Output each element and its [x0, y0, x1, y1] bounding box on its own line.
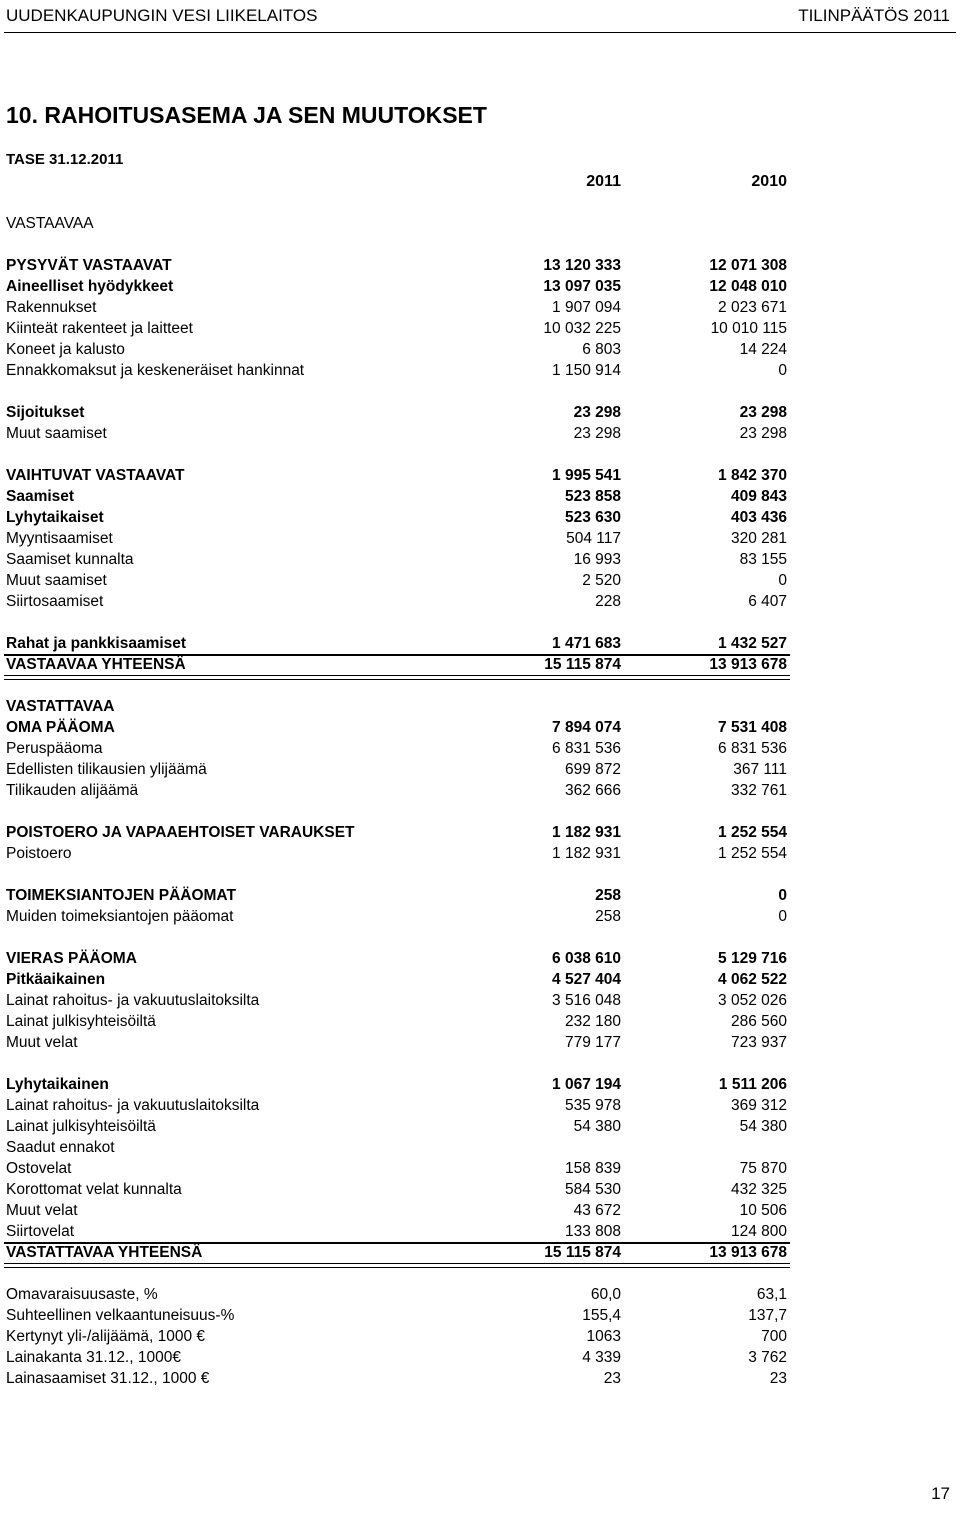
- row-label: Rakennukset: [6, 299, 97, 316]
- value-2010: 0: [778, 908, 787, 925]
- value-2010: 286 560: [730, 1013, 787, 1030]
- row-spacer: [0, 1053, 960, 1074]
- value-2011: 584 530: [564, 1181, 621, 1198]
- table-row: [0, 591, 960, 612]
- row-label: Muut saamiset: [6, 425, 107, 442]
- table-row: [0, 423, 960, 444]
- value-2010: 1 432 527: [718, 635, 787, 652]
- value-2010: 1 511 206: [718, 1076, 787, 1093]
- value-2010: 23: [769, 1370, 787, 1387]
- value-2010: 409 843: [730, 488, 787, 505]
- table-row: [0, 255, 960, 276]
- row-label: Lainakanta 31.12., 1000€: [6, 1349, 181, 1366]
- value-2011: 258: [595, 887, 621, 904]
- value-2011: 6 038 610: [552, 950, 621, 967]
- value-2011: 2 520: [582, 572, 621, 589]
- value-2011: 23 298: [573, 404, 621, 421]
- table-row: [0, 318, 960, 339]
- row-label: PYSYVÄT VASTAAVAT: [6, 257, 172, 274]
- row-spacer: [0, 234, 960, 255]
- table-row: [0, 1368, 960, 1389]
- table-row: [0, 1116, 960, 1137]
- value-2011: 7 894 074: [552, 719, 621, 736]
- value-2011: 13 097 035: [543, 278, 621, 295]
- value-2011: 6 803: [582, 341, 621, 358]
- row-label: Lainat rahoitus- ja vakuutuslaitoksilta: [6, 1097, 260, 1114]
- row-label: Lyhytaikainen: [6, 1076, 109, 1093]
- table-row: [0, 297, 960, 318]
- table-row: [0, 696, 960, 717]
- row-label: Ostovelat: [6, 1160, 72, 1177]
- value-2010: 367 111: [733, 761, 787, 778]
- row-label: TOIMEKSIANTOJEN PÄÄOMAT: [6, 887, 236, 904]
- row-spacer: [0, 381, 960, 402]
- header-document-title: TILINPÄÄTÖS 2011: [798, 6, 950, 25]
- value-2010: 432 325: [730, 1181, 787, 1198]
- value-2010: 3 052 026: [718, 992, 787, 1009]
- table-row: [0, 1200, 960, 1221]
- row-label: Aineelliset hyödykkeet: [6, 278, 174, 295]
- value-2011: 232 180: [564, 1013, 621, 1030]
- value-2010: 1 252 554: [718, 845, 787, 862]
- value-2011: 1 182 931: [552, 845, 621, 862]
- value-2010: 320 281: [730, 530, 787, 547]
- table-row: [0, 759, 960, 780]
- value-2011: 10 032 225: [543, 320, 621, 337]
- value-2011: 15 115 874: [544, 656, 621, 673]
- row-spacer: [0, 675, 960, 696]
- row-label: Ennakkomaksut ja keskeneräiset hankinnat: [6, 362, 305, 379]
- value-2011: 23: [603, 1370, 621, 1387]
- value-2011: 523 630: [564, 509, 621, 526]
- value-2010: 12 048 010: [709, 278, 787, 295]
- row-label: VASTAAVAA: [6, 215, 94, 232]
- table-row: [0, 717, 960, 738]
- row-label: Pitkäaikainen: [6, 971, 106, 988]
- table-row: [0, 213, 960, 234]
- value-2011: 60,0: [590, 1286, 621, 1303]
- row-label: Kiinteät rakenteet ja laitteet: [6, 320, 193, 337]
- value-2011: 13 120 333: [543, 257, 621, 274]
- table-row: [0, 885, 960, 906]
- value-2011: 155,4: [582, 1307, 621, 1324]
- value-2010: 12 071 308: [709, 257, 787, 274]
- value-2010: 83 155: [739, 551, 787, 568]
- table-row: [0, 1347, 960, 1368]
- row-label: Siirtovelat: [6, 1223, 75, 1240]
- value-2010: 5 129 716: [718, 950, 787, 967]
- total-row: [0, 1242, 960, 1263]
- row-label: Muut saamiset: [6, 572, 107, 589]
- balance-sheet-date: TASE 31.12.2011: [6, 151, 124, 168]
- value-2011: 535 978: [564, 1097, 621, 1114]
- table-row: [0, 528, 960, 549]
- value-2011: 1 182 931: [552, 824, 621, 841]
- value-2010: 0: [778, 572, 787, 589]
- row-label: Lainat rahoitus- ja vakuutuslaitoksilta: [6, 992, 260, 1009]
- row-label: VAIHTUVAT VASTAAVAT: [6, 467, 185, 484]
- value-2010: 23 298: [739, 425, 787, 442]
- table-row: [0, 1137, 960, 1158]
- row-label: VIERAS PÄÄOMA: [6, 950, 137, 967]
- value-2010: 75 870: [739, 1160, 787, 1177]
- row-label: VASTATTAVAA YHTEENSÄ: [6, 1244, 203, 1261]
- value-2011: 504 117: [566, 530, 621, 547]
- table-row: [0, 843, 960, 864]
- table-row: [0, 549, 960, 570]
- value-2010: 13 913 678: [709, 1244, 787, 1261]
- row-spacer: [0, 864, 960, 885]
- value-2011: 158 839: [564, 1160, 621, 1177]
- row-spacer: [0, 1263, 960, 1284]
- table-row: [0, 906, 960, 927]
- value-2010: 54 380: [739, 1118, 787, 1135]
- value-2010: 1 842 370: [718, 467, 787, 484]
- table-row: [0, 1032, 960, 1053]
- row-label: Muiden toimeksiantojen pääomat: [6, 908, 234, 925]
- value-2011: 1 907 094: [552, 299, 621, 316]
- row-label: Saamiset kunnalta: [6, 551, 134, 568]
- row-label: VASTAAVAA YHTEENSÄ: [6, 656, 186, 673]
- value-2010: 0: [778, 887, 787, 904]
- total-row: [0, 654, 960, 675]
- row-label: Siirtosaamiset: [6, 593, 104, 610]
- value-2010: 332 761: [730, 782, 787, 799]
- value-2011: 54 380: [573, 1118, 621, 1135]
- value-2011: 779 177: [564, 1034, 621, 1051]
- value-2010: 63,1: [756, 1286, 787, 1303]
- row-label: Lyhytaikaiset: [6, 509, 104, 526]
- value-2011: 1 067 194: [552, 1076, 621, 1093]
- value-2011: 43 672: [573, 1202, 621, 1219]
- row-label: Omavaraisuusaste, %: [6, 1286, 158, 1303]
- value-2011: 228: [595, 593, 621, 610]
- table-row: [0, 507, 960, 528]
- row-label: Saadut ennakot: [6, 1139, 115, 1156]
- row-label: Rahat ja pankkisaamiset: [6, 635, 187, 652]
- row-label: Edellisten tilikausien ylijäämä: [6, 761, 207, 778]
- value-2011: 1 995 541: [552, 467, 621, 484]
- row-label: Lainat julkisyhteisöiltä: [6, 1013, 156, 1030]
- value-2010: 403 436: [730, 509, 787, 526]
- table-row: [0, 990, 960, 1011]
- value-2010: 7 531 408: [718, 719, 787, 736]
- row-label: Sijoitukset: [6, 404, 85, 421]
- table-row: [0, 1305, 960, 1326]
- table-row: [0, 570, 960, 591]
- page-header: [4, 4, 956, 33]
- row-label: Kertynyt yli-/alijäämä, 1000 €: [6, 1328, 206, 1345]
- table-row: [0, 276, 960, 297]
- value-2010: 137,7: [748, 1307, 787, 1324]
- balance-sheet-table: [0, 213, 960, 1389]
- section-title: 10. RAHOITUSASEMA JA SEN MUUTOKSET: [6, 102, 487, 128]
- value-2011: 1 471 683: [552, 635, 621, 652]
- row-label: Muut velat: [6, 1034, 78, 1051]
- table-row: [0, 402, 960, 423]
- value-2011: 523 858: [564, 488, 621, 505]
- value-2011: 258: [595, 908, 621, 925]
- table-row: [0, 948, 960, 969]
- value-2010: 124 800: [730, 1223, 787, 1240]
- value-2010: 369 312: [730, 1097, 787, 1114]
- row-label: Myyntisaamiset: [6, 530, 113, 547]
- value-2010: 10 506: [739, 1202, 787, 1219]
- value-2011: 3 516 048: [552, 992, 621, 1009]
- table-row: [0, 339, 960, 360]
- header-organization: UUDENKAUPUNGIN VESI LIIKELAITOS: [6, 6, 318, 25]
- value-2011: 362 666: [564, 782, 621, 799]
- row-label: Saamiset: [6, 488, 75, 505]
- value-2010: 700: [761, 1328, 787, 1345]
- value-2011: 133 808: [564, 1223, 621, 1240]
- page-number: 17: [931, 1484, 950, 1503]
- value-2011: 6 831 536: [552, 740, 621, 757]
- row-spacer: [0, 801, 960, 822]
- row-label: Lainasaamiset 31.12., 1000 €: [6, 1370, 210, 1387]
- row-label: VASTATTAVAA: [6, 698, 115, 715]
- table-row: [0, 465, 960, 486]
- table-row: [0, 1011, 960, 1032]
- table-row: [0, 486, 960, 507]
- row-spacer: [0, 612, 960, 633]
- row-label: Korottomat velat kunnalta: [6, 1181, 182, 1198]
- table-row: [0, 738, 960, 759]
- table-row: [0, 780, 960, 801]
- value-2010: 723 937: [730, 1034, 787, 1051]
- table-row: [0, 633, 960, 654]
- value-2010: 1 252 554: [718, 824, 787, 841]
- table-row: [0, 822, 960, 843]
- table-row: [0, 1326, 960, 1347]
- value-2011: 4 339: [582, 1349, 621, 1366]
- row-label: OMA PÄÄOMA: [6, 719, 115, 736]
- value-2010: 2 023 671: [718, 299, 787, 316]
- value-2011: 1063: [586, 1328, 621, 1345]
- value-2010: 0: [778, 362, 787, 379]
- row-spacer: [0, 444, 960, 465]
- row-spacer: [0, 927, 960, 948]
- value-2011: 15 115 874: [544, 1244, 621, 1261]
- row-label: Peruspääoma: [6, 740, 103, 757]
- value-2011: 23 298: [573, 425, 621, 442]
- value-2010: 10 010 115: [710, 320, 787, 337]
- table-row: [0, 1284, 960, 1305]
- value-2011: 4 527 404: [552, 971, 621, 988]
- year-column-2011: 2011: [586, 173, 621, 190]
- value-2010: 4 062 522: [718, 971, 787, 988]
- table-row: [0, 1158, 960, 1179]
- value-2011: 699 872: [564, 761, 621, 778]
- value-2010: 6 407: [748, 593, 787, 610]
- value-2010: 14 224: [739, 341, 787, 358]
- table-row: [0, 1221, 960, 1242]
- row-label: Lainat julkisyhteisöiltä: [6, 1118, 156, 1135]
- table-row: [0, 1179, 960, 1200]
- value-2010: 13 913 678: [709, 656, 787, 673]
- row-label: Suhteellinen velkaantuneisuus-%: [6, 1307, 235, 1324]
- value-2010: 6 831 536: [718, 740, 787, 757]
- year-column-2010: 2010: [751, 173, 787, 190]
- row-label: Tilikauden alijäämä: [6, 782, 139, 799]
- table-row: [0, 1095, 960, 1116]
- row-label: Muut velat: [6, 1202, 78, 1219]
- table-row: [0, 1074, 960, 1095]
- value-2011: 16 993: [573, 551, 621, 568]
- row-label: Koneet ja kalusto: [6, 341, 125, 358]
- value-2011: 1 150 914: [552, 362, 621, 379]
- table-row: [0, 969, 960, 990]
- table-row: [0, 360, 960, 381]
- row-label: POISTOERO JA VAPAAEHTOISET VARAUKSET: [6, 824, 355, 841]
- row-label: Poistoero: [6, 845, 72, 862]
- value-2010: 23 298: [739, 404, 787, 421]
- value-2010: 3 762: [748, 1349, 787, 1366]
